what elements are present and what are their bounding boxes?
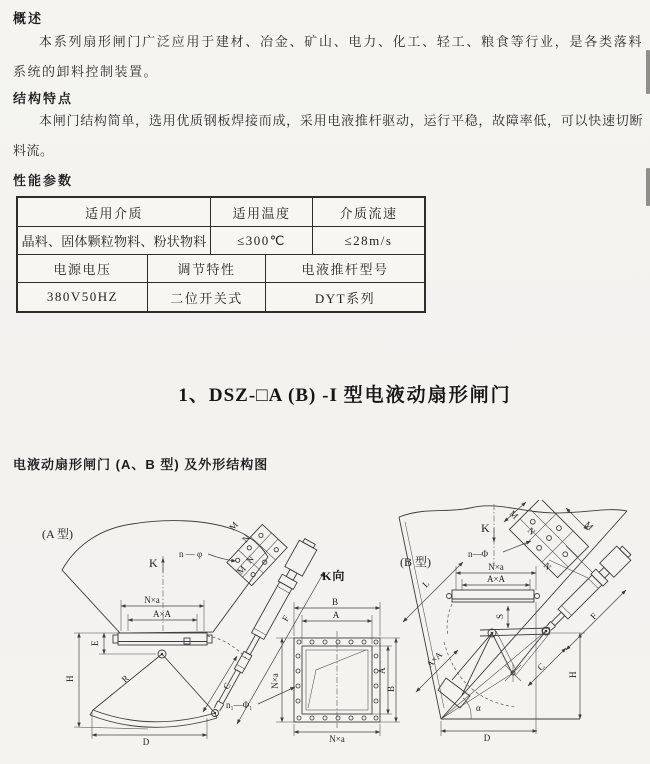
- table-cell: 380V50HZ: [18, 283, 148, 311]
- scan-edge-artifact: [646, 50, 650, 94]
- k-view-label: K向: [322, 569, 346, 583]
- section-title: [40, 380, 650, 407]
- table-cell: 电液推杆型号: [266, 255, 424, 283]
- table-cell: 介质流速: [313, 198, 424, 227]
- a-e-label: E: [90, 640, 100, 646]
- b-type-label: (B 型): [400, 555, 431, 569]
- b-axa-lower-label: A×A: [424, 649, 445, 670]
- k-a-right-label: A: [377, 667, 387, 674]
- k-a-label: A: [332, 610, 340, 620]
- a-n-label-2: N: [244, 553, 256, 566]
- table-cell: 适用介质: [18, 198, 211, 227]
- a-f-label: F: [280, 613, 292, 623]
- a-d-label: D: [142, 737, 150, 747]
- a-axa-label: A×A: [152, 609, 172, 619]
- b-n-label-2: N: [541, 560, 554, 573]
- b-flange: [447, 590, 540, 602]
- a-n-label-1: N: [240, 532, 252, 545]
- b-l-dim: [403, 562, 463, 622]
- a-c-label: C: [221, 680, 233, 691]
- table-cell: 晶料、固体颗粒物料、粉状物料: [18, 227, 211, 255]
- b-d-label: D: [483, 733, 491, 743]
- section-title-code: 1、DSZ-□A (B) -I: [178, 385, 344, 406]
- features-heading: 结构特点: [13, 91, 74, 106]
- table-cell: 二位开关式: [148, 283, 266, 311]
- table-cell: 适用温度: [211, 198, 313, 227]
- b-n-phi-label: n—Φ: [468, 549, 489, 559]
- a-r-label: R: [119, 673, 131, 685]
- b-m-label-2: M: [582, 519, 596, 533]
- a-m-label-1: M: [227, 519, 240, 533]
- a-bolt-plate-detail: [227, 524, 287, 585]
- k-b-right-label: B: [386, 685, 396, 692]
- k-nxa-bottom-label: N×a: [329, 734, 345, 744]
- table-cell: ≤300℃: [211, 227, 313, 255]
- b-gate-swing-arc: [444, 642, 516, 707]
- b-alpha-label: α: [476, 703, 481, 713]
- a-gate-swing-arc: [207, 636, 246, 658]
- a-nxa-label: N×a: [144, 595, 160, 605]
- table-cell: 电源电压: [18, 255, 148, 283]
- table-section-1: [18, 198, 424, 255]
- b-motor: [600, 546, 631, 577]
- a-k-label: K: [149, 556, 158, 570]
- b-axa-label: A×A: [486, 574, 506, 584]
- parameters-heading: 性能参数: [13, 173, 74, 188]
- a-type-label: (A 型): [42, 527, 73, 541]
- k-n1-phi1-label: n₁—Φ₁: [226, 700, 253, 710]
- technical-drawings: [0, 500, 650, 764]
- overview-heading: 概述: [13, 11, 44, 26]
- table-cell: ≤28m/s: [313, 227, 424, 255]
- a-n-phi-label: n — φ: [179, 549, 203, 559]
- b-n-label-1: N: [525, 525, 538, 538]
- table-cell: 调节特性: [148, 255, 266, 283]
- b-c-label: C: [535, 661, 547, 673]
- k-nxa-left-label: N×a: [270, 673, 280, 689]
- table-cell: DYT系列: [314, 290, 376, 306]
- table-section-2: [18, 255, 424, 311]
- b-right-arm: [441, 511, 627, 719]
- section-title-cn: 型电液动扇形闸门: [343, 385, 512, 406]
- a-h-label: H: [65, 675, 75, 682]
- b-l-label: L: [420, 578, 432, 590]
- b-c-dim: [528, 648, 566, 686]
- b-h-label: H: [568, 671, 578, 678]
- performance-parameters-table: [16, 196, 426, 313]
- scan-edge-artifact: [646, 168, 650, 206]
- k-b-label: B: [331, 597, 339, 607]
- b-k-label: K: [481, 521, 490, 535]
- a-m-label-2: M: [235, 563, 248, 577]
- b-type-drawing: [399, 500, 634, 743]
- a-flange: [113, 633, 212, 645]
- b-gate-linkage: [438, 604, 550, 708]
- features-paragraph: 本闸门结构简单，选用优质钢板焊接而成，采用电液推杆驱动，运行平稳，故障率低，可以快速切断料流。: [13, 113, 643, 158]
- overview-paragraph: 本系列扇形闸门广泛应用于建材、冶金、矿山、电力、化工、轻工、粮食等行业，是各类落料系统的卸料控制装置。: [13, 34, 643, 79]
- figure-caption: 电液动扇形闸门 (A、B 型) 及外形结构图: [13, 457, 269, 472]
- b-s-label: S: [495, 613, 505, 619]
- b-alpha-arc: [463, 698, 471, 719]
- b-left-arm: [399, 517, 441, 719]
- b-nxa-label: N×a: [488, 562, 504, 572]
- b-m-label-1: M: [507, 508, 521, 522]
- b-f-label: F: [588, 610, 599, 622]
